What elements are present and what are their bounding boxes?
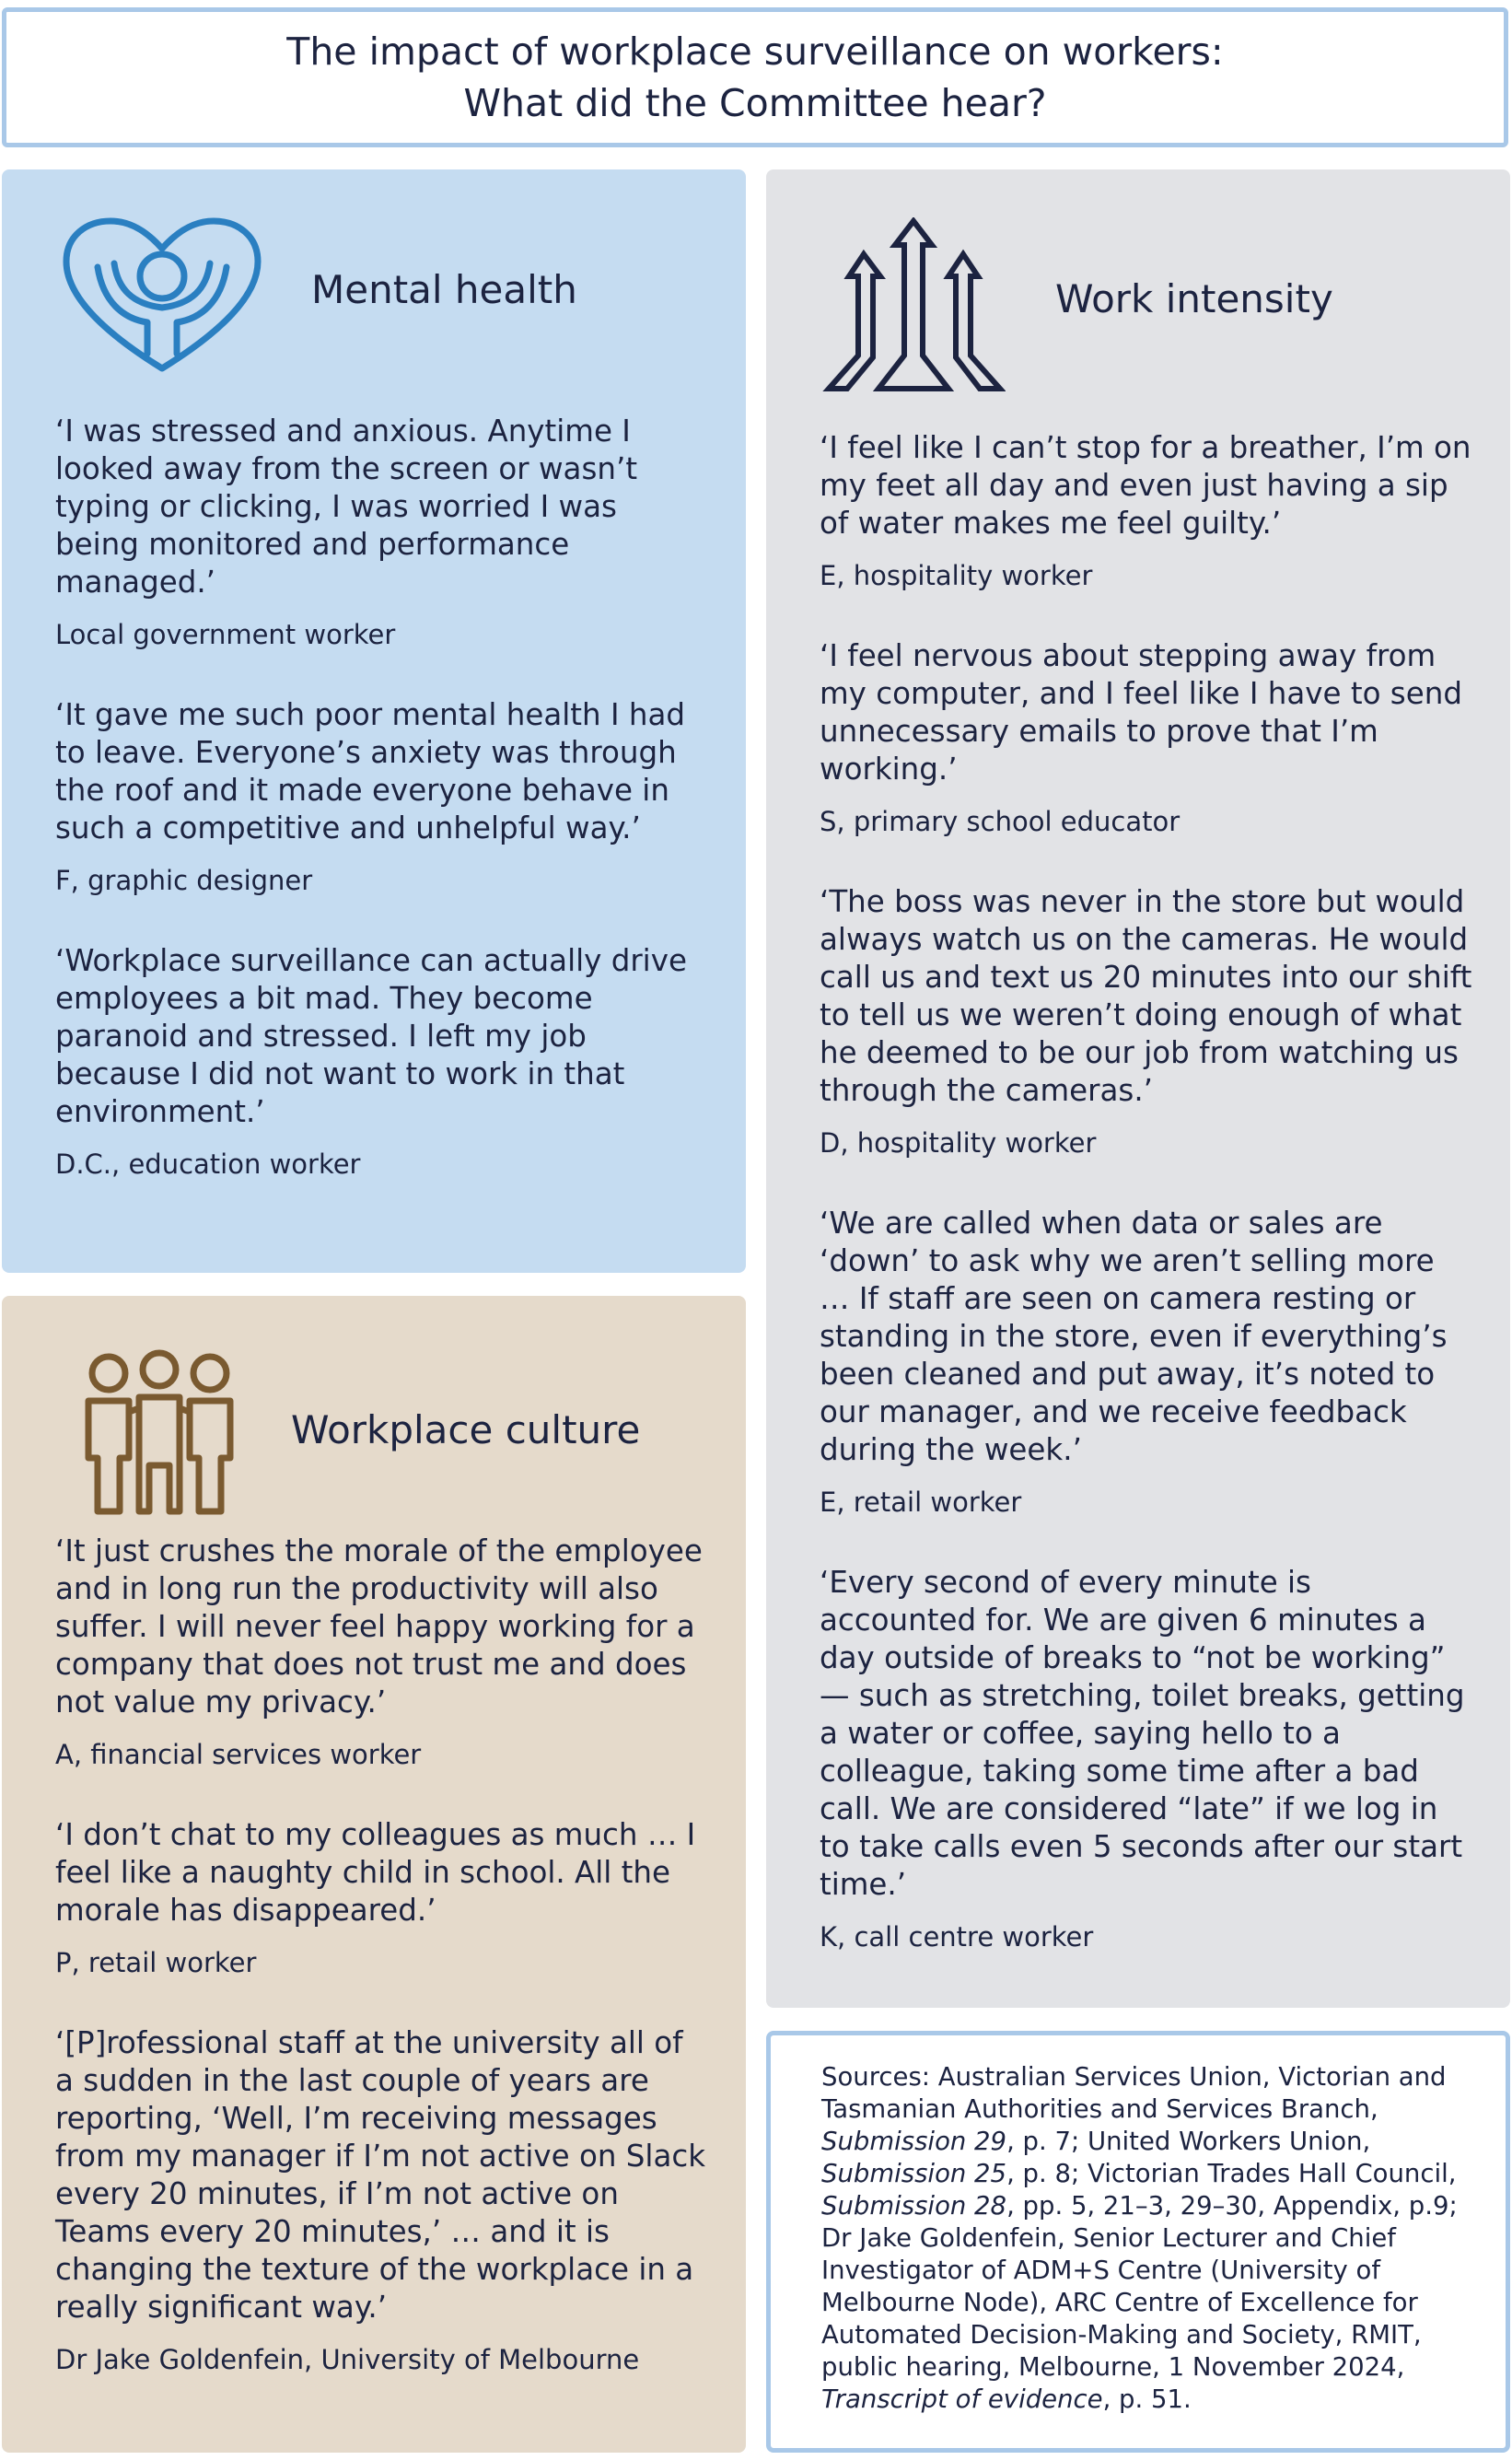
quote: ‘I was stressed and anxious. Anytime I looked away from the screen or wasn’t typing or clicking, I was worried I was being monitored and performance managed.’	[55, 414, 638, 600]
sources-citation-title: Submission 29	[821, 2127, 1007, 2156]
quote: ‘I feel nervous about stepping away from my computer, and I feel like I have to send unnecessary emails to prove that I’m working.’	[820, 638, 1462, 787]
sources-panel	[766, 2031, 1510, 2453]
quote-attribution: Dr Jake Goldenfein, University of Melbourne	[55, 2344, 640, 2375]
sources-text-part: , p. 7; United Workers Union,	[1006, 2127, 1371, 2156]
workplace-culture-quotes	[55, 1533, 709, 2377]
quote-attribution: D, hospitality worker	[820, 1127, 1097, 1159]
quote: ‘Every second of every minute is accounted for. We are given 6 minutes a day outside of breaks to “not be working” — such as stretching, toilet breaks, getting a water or coffee, saying hello to a colleague, taking some time after a bad call. We are considered “late” if we log in to take calls even 5 seconds after our start time.’	[820, 1565, 1465, 1902]
workplace-culture-heading: Workplace culture	[291, 1407, 641, 1452]
up-arrows-icon	[821, 217, 1006, 392]
workplace-culture-panel	[2, 1296, 746, 2453]
quote-attribution: F, graphic designer	[55, 865, 313, 896]
sources-citation-title: Transcript of evidence	[821, 2384, 1103, 2414]
title-box	[2, 7, 1508, 147]
sources-text-part: , p. 51.	[1102, 2384, 1192, 2414]
sources-text	[821, 2061, 1484, 2416]
quote-attribution: D.C., education worker	[55, 1148, 361, 1180]
quote: ‘It gave me such poor mental health I had to leave. Everyone’s anxiety was through the roof and it made everyone behave in such a competitive and unhelpful way.’	[55, 697, 686, 845]
work-intensity-heading: Work intensity	[1055, 276, 1333, 321]
quote: ‘Workplace surveillance can actually drive employees a bit mad. They become paranoid and stressed. I left my job because I did not want to work in that environment.’	[55, 943, 687, 1129]
quote: ‘I don’t chat to my colleagues as much … I feel like a naughty child in school. All the morale has disappeared.’	[55, 1817, 696, 1928]
quote: ‘It just crushes the morale of the employee and in long run the productivity will also suffer. I will never feel happy working for a company that does not trust me and does not value my privacy.’	[55, 1533, 703, 1720]
quote-attribution: E, hospitality worker	[820, 560, 1093, 591]
quote-attribution: K, call centre worker	[820, 1921, 1094, 1953]
quote-attribution: E, retail worker	[820, 1486, 1022, 1518]
quote: ‘The boss was never in the store but would always watch us on the cameras. He would call us and text us 20 minutes into our shift to tell us we weren’t doing enough of what he deemed to be our job from watching us through the cameras.’	[820, 884, 1472, 1108]
quote: ‘[P]rofessional staff at the university all of a sudden in the last couple of years are reporting, ‘Well, I’m receiving messages from my manager if I’m not active on Slack every 20 minutes, if I’m not active on Teams every 20 minutes,’ … and it is changing the texture of the workplace in a really significant way.’	[55, 2025, 706, 2325]
people-group-icon	[72, 1347, 247, 1522]
page-title-line-2: What did the Committee hear?	[463, 81, 1047, 125]
sources-text-part: Sources: Australian Services Union, Victorian and Tasmanian Authorities and Services Branch,	[821, 2062, 1447, 2124]
quote: ‘I feel like I can’t stop for a breather, I’m on my feet all day and even just having a sip of water makes me feel guilty.’	[820, 430, 1471, 541]
quote: ‘We are called when data or sales are ‘down’ to ask why we aren’t selling more … If staff are seen on camera resting or standing in the store, even if everything’s been cleaned and put away, it’s noted to our manager, and we receive feedback during the week.’	[820, 1206, 1448, 1467]
mental-health-panel	[2, 169, 746, 1273]
work-intensity-panel	[766, 169, 1510, 2008]
quote-attribution: Local government worker	[55, 619, 396, 650]
quote-attribution: P, retail worker	[55, 1947, 257, 1978]
mental-health-heading: Mental health	[311, 267, 577, 312]
quote-attribution: S, primary school educator	[820, 806, 1181, 837]
sources-text-part: , pp. 5, 21–3, 29–30, Appendix, p.9; Dr Jake Goldenfein, Senior Lecturer and Chief Investigator of ADM+S Centre (University of Melbourne Node), ARC Centre of Excellence for Automated Decision-Making and Society, RMIT, public hearing, Melbourne, 1 November 2024,	[821, 2191, 1458, 2382]
mental-health-quotes	[55, 413, 709, 1182]
page-title-line-1: The impact of workplace surveillance on workers:	[286, 29, 1224, 74]
sources-text-part: , p. 8; Victorian Trades Hall Council,	[1006, 2159, 1457, 2188]
quote-attribution: A, financial services worker	[55, 1739, 422, 1770]
heart-person-icon	[59, 216, 265, 372]
sources-citation-title: Submission 28	[821, 2191, 1007, 2221]
sources-citation-title: Submission 25	[821, 2159, 1007, 2188]
work-intensity-quotes	[820, 429, 1473, 1954]
